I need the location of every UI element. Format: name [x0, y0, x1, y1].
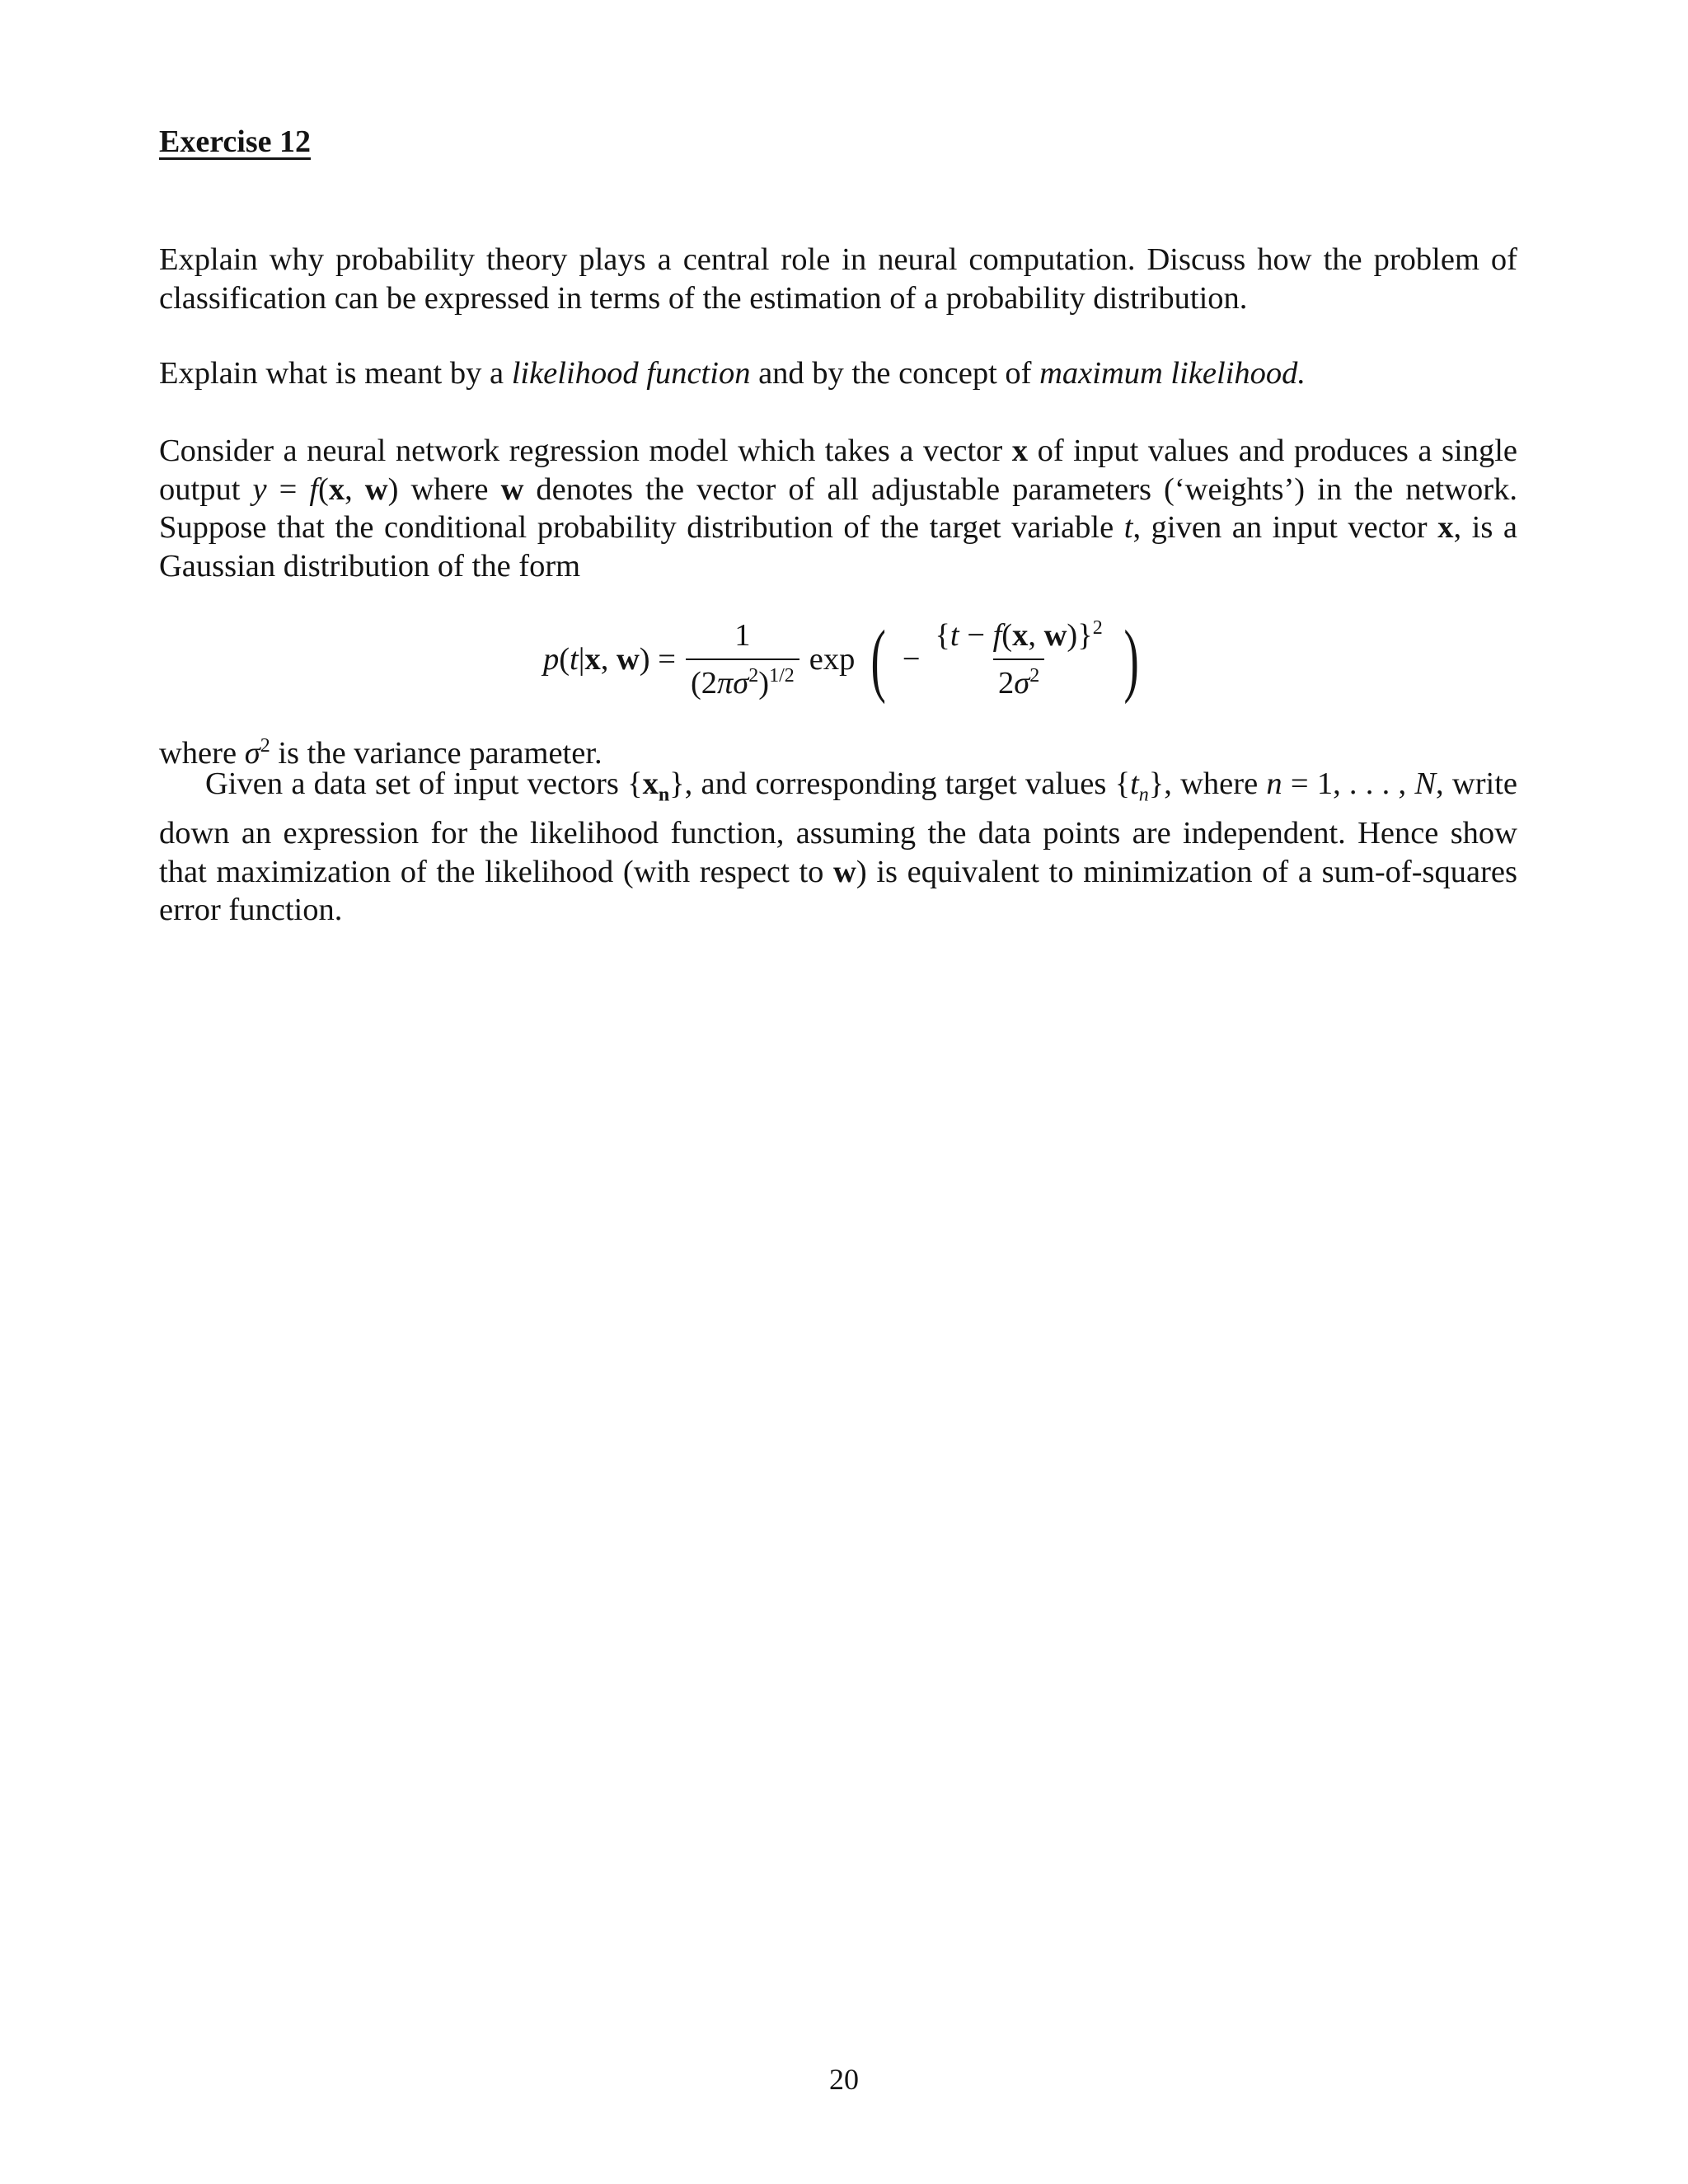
paragraph-regression-model: Consider a neural network regression model which takes a vector x of input values and produces a single output y = f(x, w) where w denotes the vector of all adjustable parameters (‘weights’) in the network. Suppose that the conditional probability distribution of the target variable t, given an input vector x, is a Gaussian distribution of the form [159, 434, 1517, 583]
term-maximum-likelihood: maximum likelihood. [1039, 356, 1306, 391]
gaussian-equation: p(t|x, w) = $\frac{1}{(2\pi\sigma^2)^{1/2}}$ exp ( − $\frac{\{t - f(x, w)\}^2}{2\sigma^2}$ ) [542, 613, 1139, 705]
paragraph-intro: Explain why probability theory plays a central role in neural computation. Discuss how the problem of classification can be expressed in terms of the estimation of a probability distribution. [159, 242, 1517, 316]
p2-text-mid: and by the concept of [758, 356, 1032, 391]
paragraph-likelihood [159, 354, 1517, 393]
exp-function: exp [809, 642, 856, 677]
exponent-fraction: $\frac{\{t - f(x, w)\}^2}{2\sigma^2}$ [935, 617, 1103, 701]
normalization-fraction: $\frac{1}{(2\pi\sigma^2)^{1/2}}$ [686, 617, 799, 701]
paragraph-variance: where $\sigma^2$ is the variance parameter. [159, 735, 603, 771]
paragraph-task: Given a data set of input vectors $\{x_n\}$, and corresponding target values $\{t_n\}$, where n = 1, . . . , N, write down an expression for the likelihood function, assuming the data points are independent. Hence show that maximization of the likelihood (with respect to w) is equivalent to minimization of a sum-of-squares error function. [159, 766, 1518, 928]
term-likelihood-function: likelihood function [511, 356, 751, 391]
page-number: 20 [829, 2063, 859, 2096]
page-title: Exercise 12 [159, 124, 311, 159]
equation-lhs: p(t|x, w) = [542, 642, 676, 677]
p2-text-before: Explain what is meant by a [159, 356, 504, 391]
